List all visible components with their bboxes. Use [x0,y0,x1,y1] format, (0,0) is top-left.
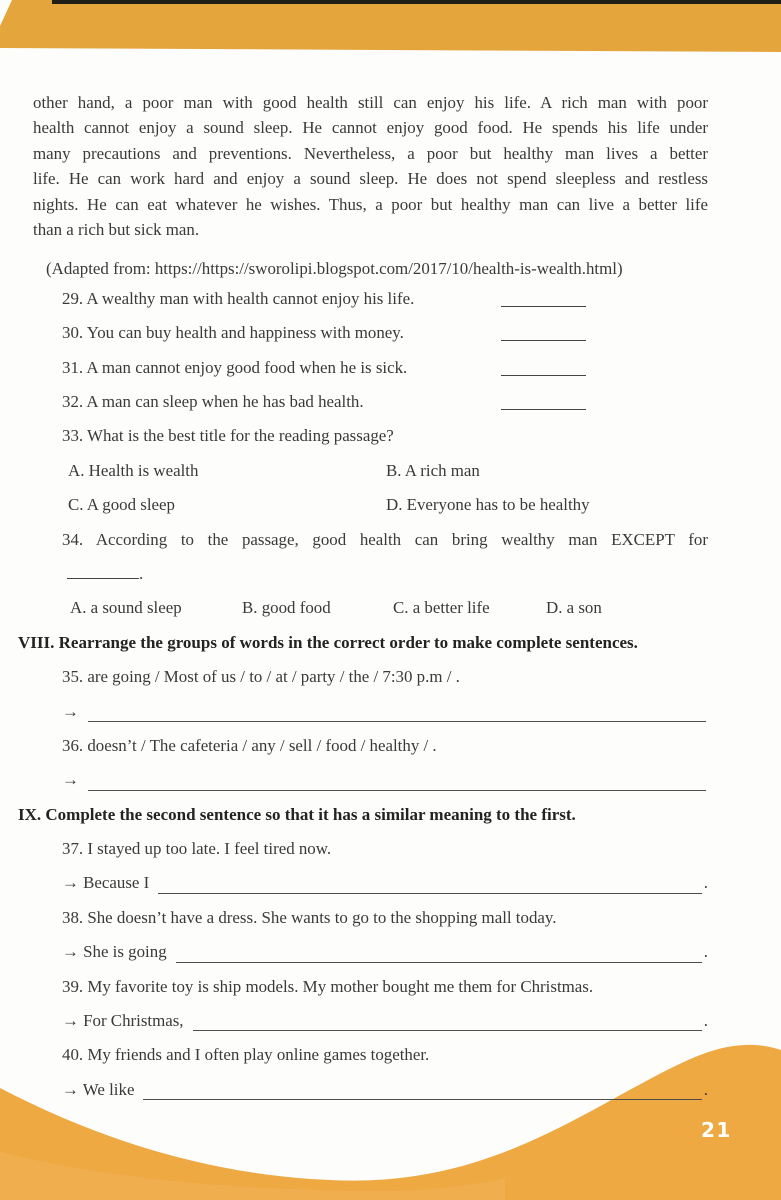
answer-period: . [703,1011,708,1031]
question-38-answer-row [33,935,708,969]
answer-prefix: → She is going [62,942,167,962]
question-40 [33,1038,708,1072]
answer-blank [501,306,586,307]
question-40-answer-row [33,1073,708,1107]
question-text: 34. According to the passage, good health can bring wealthy man EXCEPT for [62,529,708,549]
answer-line [88,721,706,722]
answer-period: . [703,1079,708,1099]
answer-line [193,1030,702,1031]
question-37 [33,832,708,866]
passage-line: than a rich but sick man. [33,220,200,240]
answer-blank [501,375,586,376]
option-d: D. Everyone has to be healthy [386,495,590,515]
option-a: A. a sound sleep [70,598,182,618]
reading-passage [33,90,708,242]
option-c: C. a better life [393,598,490,618]
answer-prefix: → For Christmas, [62,1011,184,1031]
question-29 [33,282,708,316]
blank-period: . [139,563,144,583]
passage-line: other hand, a poor man with good health still can enjoy his life. A rich man with poor [33,93,708,112]
question-text: 36. doesn’t / The cafeteria / any / sell / food / healthy / . [62,735,437,755]
question-text: 31. A man cannot enjoy good food when he is sick. [62,357,408,377]
answer-prefix: → Because I [62,873,150,893]
passage-line: nights. He can eat whatever he wishes. Thus, a poor but healthy man can live a better life [33,194,708,214]
passage-line: health cannot enjoy a sound sleep. He cannot enjoy good food. He spends his life under [33,118,708,138]
answer-blank [501,409,586,410]
q34-options-row [33,591,708,625]
answer-line [158,893,702,894]
section-ix-heading: IX. Complete the second sentence so that it has a similar meaning to the first. [18,804,576,824]
question-text: 40. My friends and I often play online games together. [62,1045,430,1065]
option-c: C. A good sleep [68,495,175,515]
question-35 [33,660,708,694]
q33-options-row-2 [33,488,708,522]
section-viii-heading: VIII. Rearrange the groups of words in the correct order to make complete sentences. [18,632,638,652]
question-30 [33,316,708,350]
option-b: B. A rich man [386,460,480,480]
question-38 [33,901,708,935]
page-number: 21 [701,1118,732,1142]
answer-prefix: → We like [62,1079,135,1099]
question-text: 32. A man can sleep when he has bad health. [62,392,364,411]
page-content [18,90,708,1107]
passage-line: many precautions and preventions. Nevertheless, a poor but healthy man lives a better [33,143,708,163]
question-33 [33,419,708,453]
answer-line [143,1099,701,1100]
question-text: 29. A wealthy man with health cannot enjoy his life. [62,288,415,308]
question-text: 37. I stayed up too late. I feel tired now. [62,839,332,859]
arrow-icon: → [62,770,79,790]
answer-line [88,790,706,791]
question-39-answer-row [33,1004,708,1038]
arrow-icon: → [62,701,79,721]
answer-blank [67,564,139,579]
question-text: 38. She doesn’t have a dress. She wants to go to the shopping mall today. [62,907,557,927]
q34-blank-row [33,557,708,591]
passage-line: life. He can work hard and enjoy a sound sleep. He does not spend sleepless and restless [33,169,708,189]
question-39 [33,970,708,1004]
option-d: D. a son [546,598,602,618]
q33-options-row-1 [33,454,708,488]
scan-top-edge [52,0,781,4]
answer-blank [501,340,586,341]
option-b: B. good food [242,598,331,618]
question-36 [33,729,708,763]
question-36-answer-row [33,763,708,797]
question-35-answer-row [33,695,708,729]
question-34 [33,523,708,557]
question-31 [33,351,708,385]
question-32 [33,385,708,419]
answer-period: . [703,873,708,893]
top-orange-band [0,0,781,56]
option-a: A. Health is wealth [68,460,199,480]
question-37-answer-row [33,866,708,900]
question-text: 30. You can buy health and happiness with money. [62,323,404,343]
question-text: 35. are going / Most of us / to / at / party / the / 7:30 p.m / . [62,667,460,687]
question-text: 33. What is the best title for the reading passage? [62,426,394,446]
passage-source: (Adapted from: https://https://sworolipi.blogspot.com/2017/10/health-is-wealth.html) [46,259,623,279]
answer-line [176,962,702,963]
question-text: 39. My favorite toy is ship models. My mother bought me them for Christmas. [62,976,594,996]
answer-period: . [703,942,708,962]
